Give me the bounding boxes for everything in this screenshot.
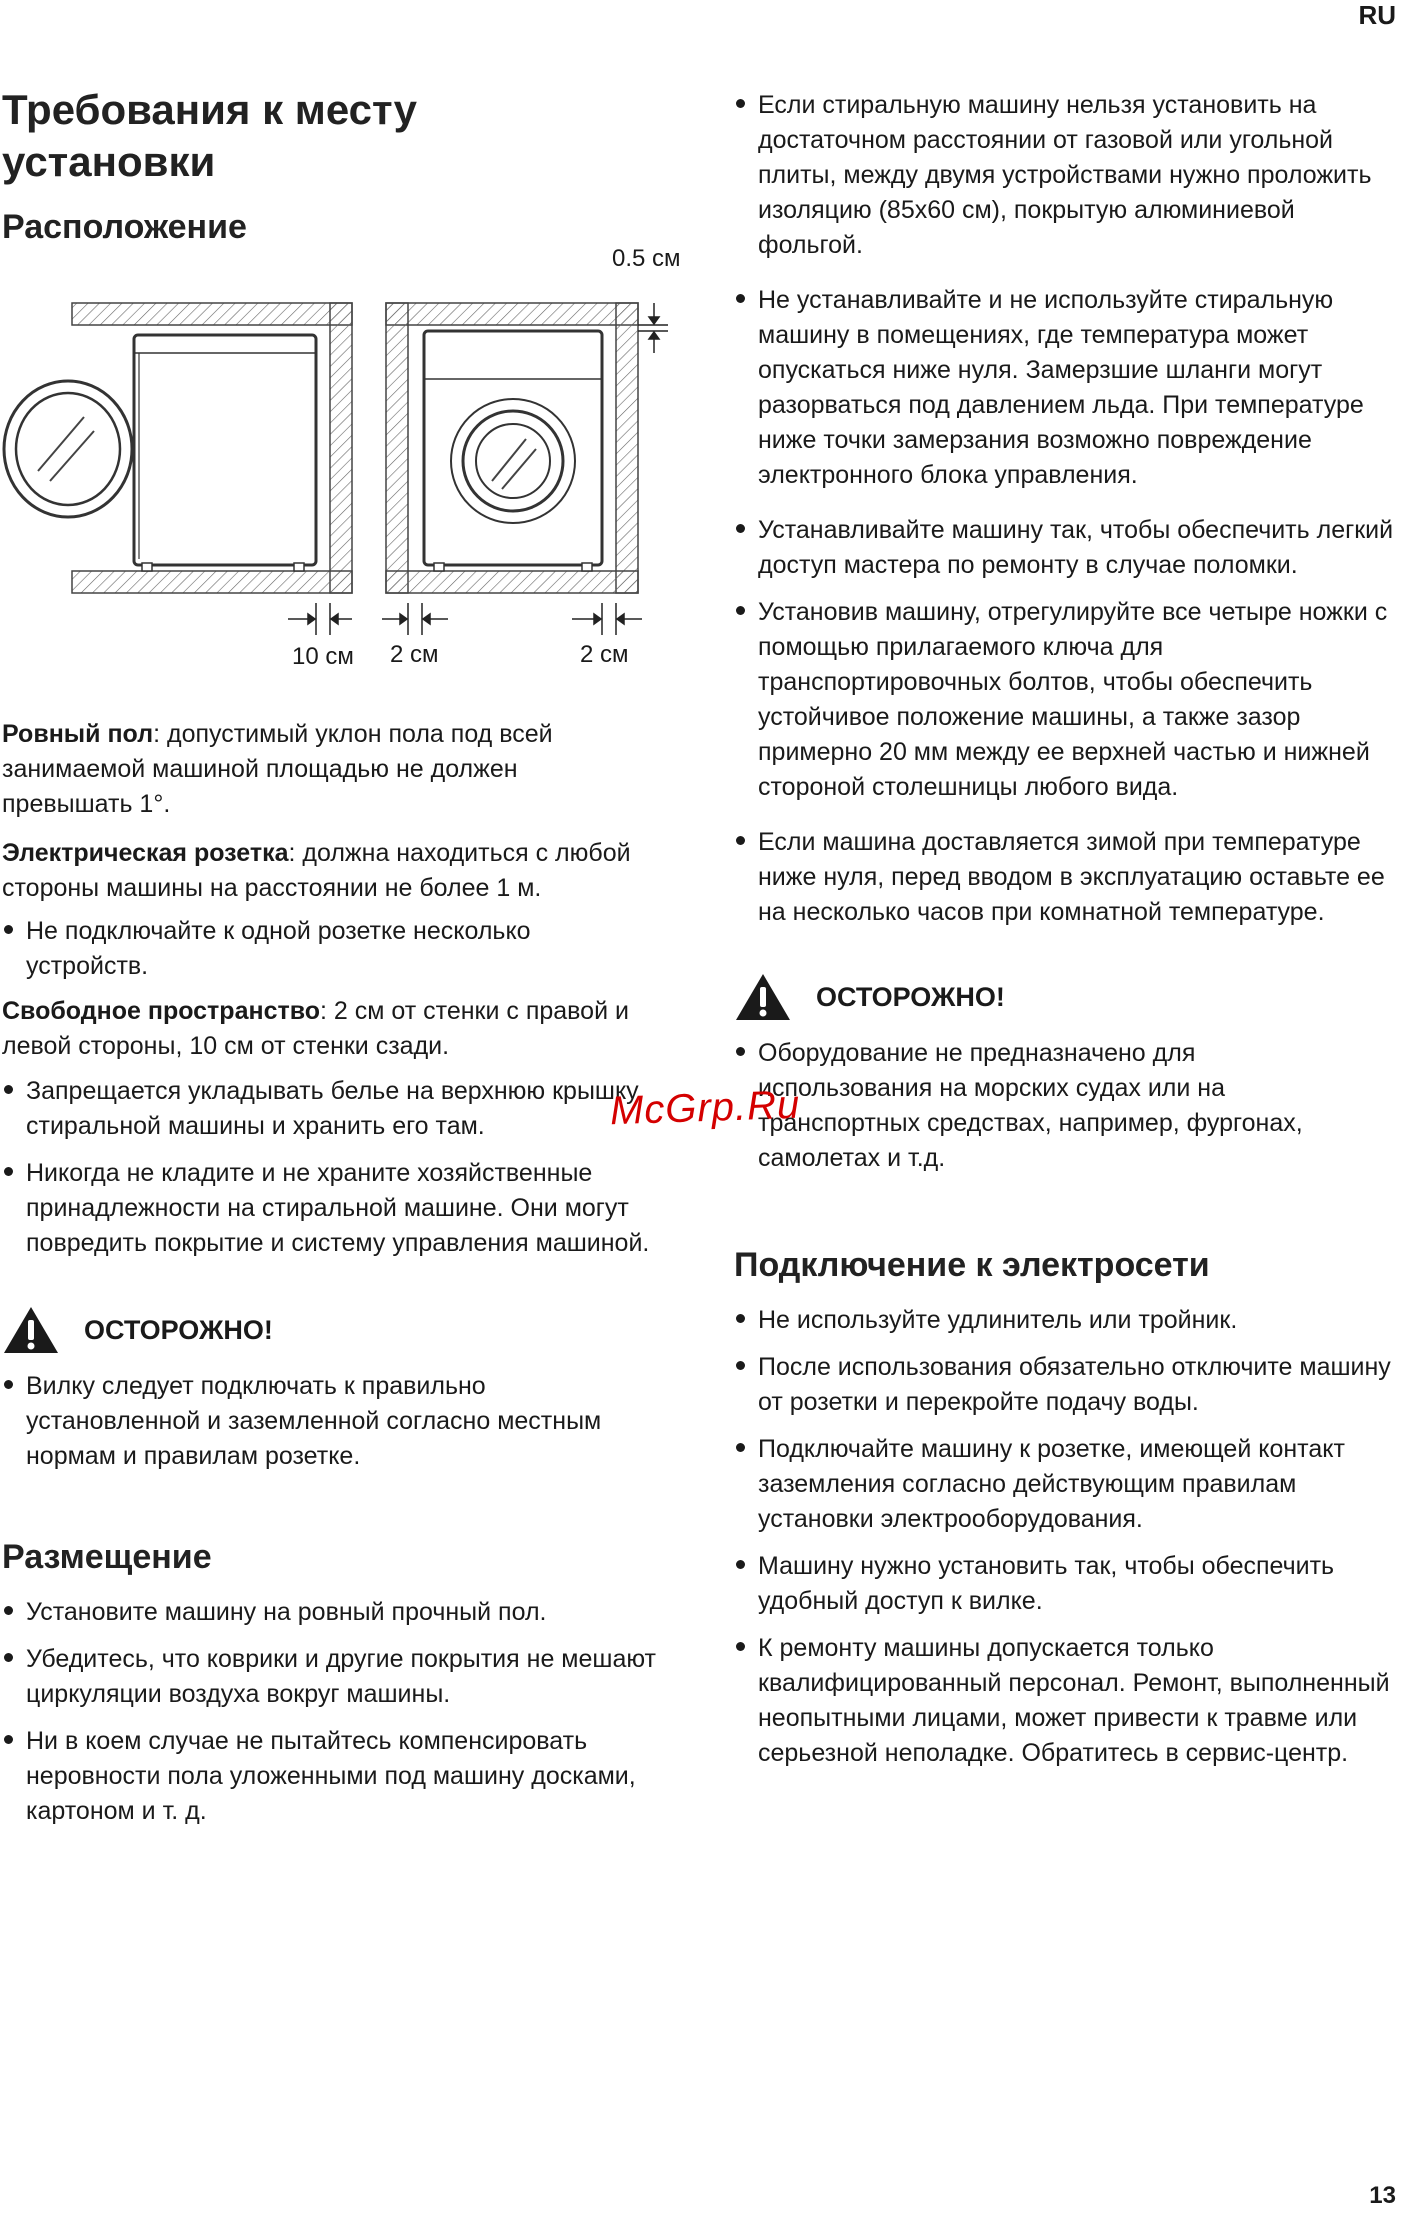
language-code: RU [1358, 0, 1396, 30]
list-item: Не устанавливайте и не используйте стиральную машину в помещениях, где температура может опускаться ниже нуля. Замерзшие шланги могут разорваться под давлением льда. При температуре ниже точки замерзания возможно повреждение электронного блока управления. [734, 283, 1404, 493]
warning-triangle-icon [2, 1305, 60, 1355]
list-item: Ни в коем случае не пытайтесь компенсировать неровности пола уложенными под машину досками, картоном и т. д. [2, 1724, 662, 1829]
section-heading-power: Подключение к электросети [734, 1246, 1210, 1284]
list-item: Машину нужно установить так, чтобы обеспечить удобный доступ к вилке. [734, 1549, 1404, 1619]
power-bullet-list [734, 1303, 1404, 1771]
list-item: Установите машину на ровный прочный пол. [2, 1595, 662, 1630]
main-column-left [2, 84, 682, 1829]
level-floor-paragraph [2, 717, 572, 822]
free-space-term: Свободное пространство [2, 997, 321, 1025]
warning-block-left [2, 1305, 682, 1355]
page-title: Требования к месту установки [2, 86, 417, 185]
list-item: Если машина доставляется зимой при температуре ниже нуля, перед вводом в эксплуатацию оставьте ее на несколько часов при комнатной температуре. [734, 825, 1404, 930]
section-heading-location: Расположение [2, 208, 247, 246]
socket-term: Электрическая розетка [2, 839, 289, 867]
front-view-machine [386, 303, 638, 593]
dim-side-gap-left: 2 см [390, 641, 439, 668]
free-space-bullet-list [2, 1074, 662, 1261]
level-floor-text: : допустимый уклон пола под всей занимаемой машиной площадью не должен превышать 1°. [2, 720, 553, 818]
list-item: После использования обязательно отключите машину от розетки и перекройте подачу воды. [734, 1350, 1404, 1420]
list-item: Вилку следует подключать к правильно установленной и заземленной согласно местным нормам и правилам розетке. [2, 1369, 662, 1474]
list-item: Подключайте машину к розетке, имеющей контакт заземления согласно действующим правилам установки электрооборудования. [734, 1432, 1404, 1537]
installation-bullet-list [734, 88, 1404, 930]
installation-clearance-figure [2, 245, 692, 683]
clearance-diagram [2, 253, 692, 683]
list-item: Не используйте удлинитель или тройник. [734, 1303, 1404, 1338]
warning-label: ОСТОРОЖНО! [84, 1314, 273, 1345]
main-column-right [734, 84, 1404, 1771]
list-item: Установив машину, отрегулируйте все четыре ножки с помощью прилагаемого ключа для транспортировочных болтов, чтобы обеспечить устойчивое положение машины, а также зазор примерно 20 мм между ее верхней частью и нижней стороной столешницы любого вида. [734, 595, 1404, 805]
page-number: 13 [1369, 2182, 1396, 2209]
dim-back-gap: 10 см [292, 643, 354, 670]
list-item: Запрещается укладывать белье на верхнюю крышку стиральной машины и хранить его там. [2, 1074, 662, 1144]
placement-bullet-list [2, 1595, 662, 1829]
list-item: К ремонту машины допускается только квалифицированный персонал. Ремонт, выполненный неопытными лицами, может привести к травме или серьезной неполадке. Обратитесь в сервис-центр. [734, 1631, 1404, 1771]
free-space-text: : 2 см от стенки с правой и левой стороны, 10 см от стенки сзади. [2, 997, 629, 1060]
top-gap-arrows [638, 303, 668, 353]
warning-block-right [734, 972, 1404, 1022]
dim-side-gap-right: 2 см [580, 641, 629, 668]
list-item: Если стиральную машину нельзя установить на достаточном расстоянии от газовой или угольной плиты, между двумя устройствами нужно проложить изоляцию (85x60 см), покрытую алюминиевой фольгой. [734, 88, 1404, 263]
warning-label: ОСТОРОЖНО! [816, 981, 1005, 1012]
list-item: Устанавливайте машину так, чтобы обеспечить легкий доступ мастера по ремонту в случае поломки. [734, 513, 1404, 583]
level-floor-term: Ровный пол [2, 720, 154, 748]
socket-bullet-list [2, 914, 642, 984]
warning-bullet-list-right [734, 1036, 1374, 1176]
warning-bullet-list-left [2, 1369, 662, 1474]
bottom-gap-arrows [288, 603, 642, 635]
dim-top-gap: 0.5 см [612, 245, 681, 272]
warning-triangle-icon [734, 972, 792, 1022]
list-item: Не подключайте к одной розетке несколько устройств. [2, 914, 642, 984]
list-item: Никогда не кладите и не храните хозяйственные принадлежности на стиральной машине. Они могут повредить покрытие и систему управления машиной. [2, 1156, 662, 1261]
section-heading-placement: Размещение [2, 1538, 212, 1576]
free-space-paragraph [2, 994, 632, 1064]
socket-paragraph [2, 836, 632, 906]
list-item: Оборудование не предназначено для использования на морских судах или на транспортных средствах, например, фургонах, самолетах и т.д. [734, 1036, 1374, 1176]
side-view-machine [4, 303, 352, 593]
list-item: Убедитесь, что коврики и другие покрытия не мешают циркуляции воздуха вокруг машины. [2, 1642, 662, 1712]
watermark: McGrp.Ru [609, 1082, 801, 1134]
socket-text: : должна находиться с любой стороны машины на расстоянии не более 1 м. [2, 839, 631, 902]
